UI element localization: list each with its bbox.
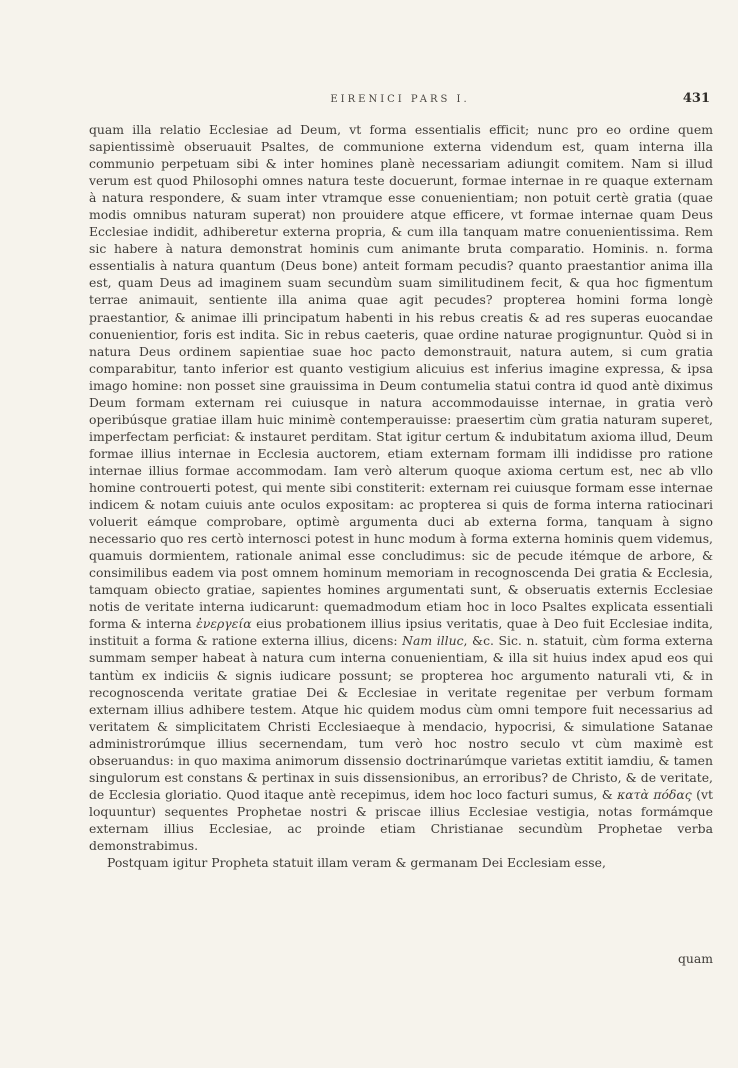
- page-header: [90, 91, 710, 110]
- paragraph-text: quam illa relatio Ecclesiae ad Deum, vt forma essentialis efficit; nunc pro eo ordine quem sapientissimè obseruauit Psaltes, de communione externa videndum est, quam interna illa communio perpetuam sibi & inter homines planè necessariam adiungit comitem. Nam si illud verum est quod Philosophi omnes natura teste docuerunt, formae internae in re quaque externam à natura respondere, & suam inter vtramque esse conuenientiam; non potuit certè gratia (quae modis omnibus naturam superat) non prouidere atque efficere, vt formae internae quam Deus Ecclesiae indidit, adhiberetur externa propria, & cum illa tanquam matre conuenientissima. Rem sic habere à natura demonstrat hominis cum animante bruta comparatio. Hominis. n. forma essentialis à natura quantum (Deus bone) anteit formam pecudis? quanto praestantior anima illa est, quam Deus ad imaginem suam secundùm suam similitudinem fecit, & qua hoc figmentum terrae animauit, sentiente illa anima quae agit pecudes? propterea homini forma longè praestantior, & animae illi principatum habenti in his rebus creatis & ad res superas euocandae conuenientior, foris est indita. Sic in rebus caeteris, quae ordine naturae progignuntur. Quòd si in natura Deus ordinem sapientiae suae hoc pacto demonstrauit, natura autem, si cum gratia comparabitur, tanto inferior est quanto vestigium alicuius est inferius imagine expressa, & ipsa imago homine: non posset sine grauissima in Deum contumelia statui contra id quod antè diximus Deum formam externam rei cuiusque in natura accommodauisse internae, in gratia verò operibúsque gratiae illam huic minimè contemperauisse: praesertim cùm gratia naturam superet, imperfectam perficiat: & instauret perditam. Stat igitur certum & indubitatum axioma illud, Deum formae illius internae in Ecclesia auctorem, etiam externam formam illi indidisse pro ratione internae illius formae accommodam. Iam verò alterum quoque axioma certum est, nec ab vllo homine controuerti potest, qui mente sibi constiterit: externam rei cuiusque formam esse internae indicem & notam cuiuis ante oculos expositam: ac propterea si quis de forma interna ratiocinari voluerit eámque comprobare, optimè argumenta duci ab externa forma, tanquam à signo necessario quo res certò internosci potest in hunc modum à forma externa hominis quem videmus, quamuis dormientem, rationale animal esse concludimus: sic de pecude itémque de arbore, & consimilibus eadem via post omnem hominum memoriam in recognoscenda Dei gratia & Ecclesia, tamquam obiecto gratiae, sapientes homines argumentati sunt, & obseruatis externis Ecclesiae notis de veritate interna iudicarunt: quemadmodum etiam hoc in loco Psaltes explicata essentiali forma & interna: [89, 122, 713, 632]
- page-number: 431: [682, 91, 710, 106]
- greek-term: κατὰ πόδας: [617, 786, 692, 802]
- quotation: Nam illuc: [402, 633, 464, 649]
- paragraph: [89, 854, 713, 871]
- paragraph: [89, 121, 713, 854]
- paragraph-text: Postquam igitur Propheta statuit illam veram & germanam Dei Ecclesiam esse,: [107, 855, 606, 871]
- greek-term: ἐνεργεία: [196, 616, 252, 632]
- running-head: EIRENICI PARS I.: [330, 94, 470, 105]
- paragraph-text: eius probationem illius ipsius veritatis, quae à Deo fuit Ecclesiae indita, instituit a forma & ratione externa illius, dicens:: [89, 616, 713, 649]
- catchword: quam: [677, 951, 713, 966]
- body-text: [89, 121, 713, 871]
- paragraph-text: (vt loquuntur) sequentes Prophetae nostri & priscae illius Ecclesiae vestigia, notas formámque externam illius Ecclesiae, ac proinde etiam Christianae secundùm Prophetae verba demonstrabimus.: [89, 786, 713, 853]
- paragraph-text: , &c. Sic. n. statuit, cùm forma externa summam semper habeat à natura cum interna conuenientiam, & illa sit huius index apud eos qui tantùm ex indiciis & signis iudicare possunt; se propterea hoc argumento naturali vti, & in recognoscenda veritate gratiae Dei & Ecclesiae in veritate regenitae per verbum formam externam illius adhibere testem. Atque hic quidem modus cùm omni tempore fuit necessarius ad veritatem & simplicitatem Christi Ecclesiaeque à mendacio, hypocrisi, & simulatione Satanae administrorúmque illius secernendam, tum verò hoc nostro seculo vt cùm maximè est obseruandus: in quo maxima animorum dissensio doctrinarúmque varietas extitit iamdiu, & tamen singulorum est constans & pertinax in suis dissensionibus, an erroribus? de Christo, & de veritate, de Ecclesia gloriatio. Quod itaque antè recepimus, idem hoc loco facturi sumus, &: [89, 633, 713, 802]
